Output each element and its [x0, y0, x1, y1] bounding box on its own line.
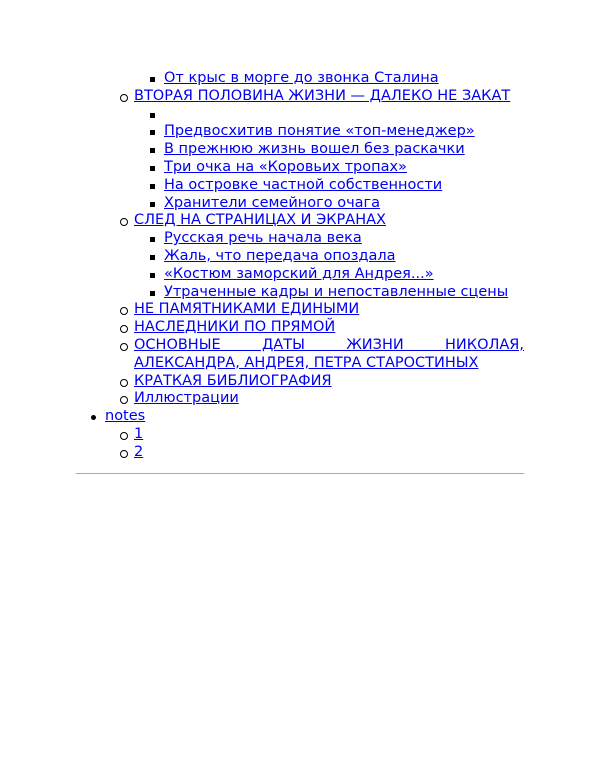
square-bullet-icon — [150, 273, 155, 278]
toc-item — [76, 106, 524, 124]
toc-link-second-half[interactable]: ВТОРАЯ ПОЛОВИНА ЖИЗНИ — ДАЛЕКО НЕ ЗАКАТ — [134, 87, 511, 104]
toc-item — [76, 70, 524, 88]
circle-bullet-icon — [120, 218, 128, 226]
toc-link-pity[interactable]: Жаль, что передача опоздала — [164, 247, 396, 264]
toc-item — [76, 266, 524, 284]
toc-link-keepers[interactable]: Хранители семейного очага — [164, 194, 381, 211]
circle-bullet-icon — [120, 396, 128, 404]
toc-section — [76, 319, 524, 337]
toc-item — [76, 177, 524, 195]
toc-link-old-life[interactable]: В прежнюю жизнь вошел без раскачки — [164, 141, 465, 158]
toc-item — [76, 123, 524, 141]
toc-link-russian-speech[interactable]: Русская речь начала века — [164, 230, 362, 247]
table-of-contents — [76, 70, 524, 462]
toc-link-trace[interactable]: СЛЕД НА СТРАНИЦАХ И ЭКРАНАХ — [134, 212, 386, 229]
toc-section — [76, 373, 524, 391]
toc-link-lost-frames[interactable]: Утраченные кадры и непоставленные сцены — [164, 283, 509, 300]
square-bullet-icon — [150, 255, 155, 260]
circle-bullet-icon — [120, 432, 128, 440]
toc-empty-item — [164, 106, 169, 122]
circle-bullet-icon — [120, 325, 128, 333]
toc-link-island[interactable]: На островке частной собственности — [164, 176, 443, 193]
toc-link-dates[interactable]: ОСНОВНЫЕ ДАТЫ ЖИЗНИ НИКОЛАЯ, АЛЕКСАНДРА, АНДРЕЯ, ПЕТРА СТАРОСТИНЫХ — [134, 336, 524, 371]
circle-bullet-icon — [120, 94, 128, 102]
toc-link-costume[interactable]: «Костюм заморский для Андрея...» — [164, 265, 434, 282]
toc-link-three-points[interactable]: Три очка на «Коровьих тропах» — [164, 158, 407, 175]
toc-list — [76, 70, 524, 462]
square-bullet-icon — [150, 184, 155, 189]
toc-link-notes[interactable]: notes — [105, 408, 146, 425]
toc-note — [76, 426, 524, 444]
toc-link-note-1[interactable]: 1 — [134, 425, 144, 442]
toc-section — [76, 390, 524, 408]
toc-notes — [76, 408, 524, 426]
square-bullet-icon — [150, 148, 155, 153]
square-bullet-icon — [150, 166, 155, 171]
toc-item — [76, 230, 524, 248]
square-bullet-icon — [150, 113, 155, 118]
horizontal-rule — [76, 473, 524, 474]
square-bullet-icon — [150, 77, 155, 82]
square-bullet-icon — [150, 130, 155, 135]
toc-link-monuments[interactable]: НЕ ПАМЯТНИКАМИ ЕДИНЫМИ — [134, 301, 360, 318]
toc-link-top-manager[interactable]: Предвосхитив понятие «топ-менеджер» — [164, 123, 475, 140]
toc-item — [76, 284, 524, 302]
circle-bullet-icon — [120, 307, 128, 315]
toc-link-illustrations[interactable]: Иллюстрации — [134, 390, 239, 407]
circle-bullet-icon — [120, 343, 128, 351]
toc-section — [76, 88, 524, 106]
square-bullet-icon — [150, 291, 155, 296]
toc-note — [76, 444, 524, 462]
circle-bullet-icon — [120, 379, 128, 387]
toc-link-from-rats[interactable]: От крыс в морге до звонка Сталина — [164, 70, 439, 86]
circle-bullet-icon — [120, 450, 128, 458]
toc-link-heirs[interactable]: НАСЛЕДНИКИ ПО ПРЯМОЙ — [134, 319, 336, 336]
toc-item — [76, 141, 524, 159]
square-bullet-icon — [150, 202, 155, 207]
toc-item — [76, 159, 524, 177]
toc-section — [76, 301, 524, 319]
toc-item — [76, 195, 524, 213]
toc-section — [76, 212, 524, 230]
toc-link-note-2[interactable]: 2 — [134, 443, 144, 460]
disc-bullet-icon — [91, 415, 96, 420]
toc-section — [76, 337, 524, 373]
toc-link-bibliography[interactable]: КРАТКАЯ БИБЛИОГРАФИЯ — [134, 372, 332, 389]
square-bullet-icon — [150, 237, 155, 242]
toc-item — [76, 248, 524, 266]
